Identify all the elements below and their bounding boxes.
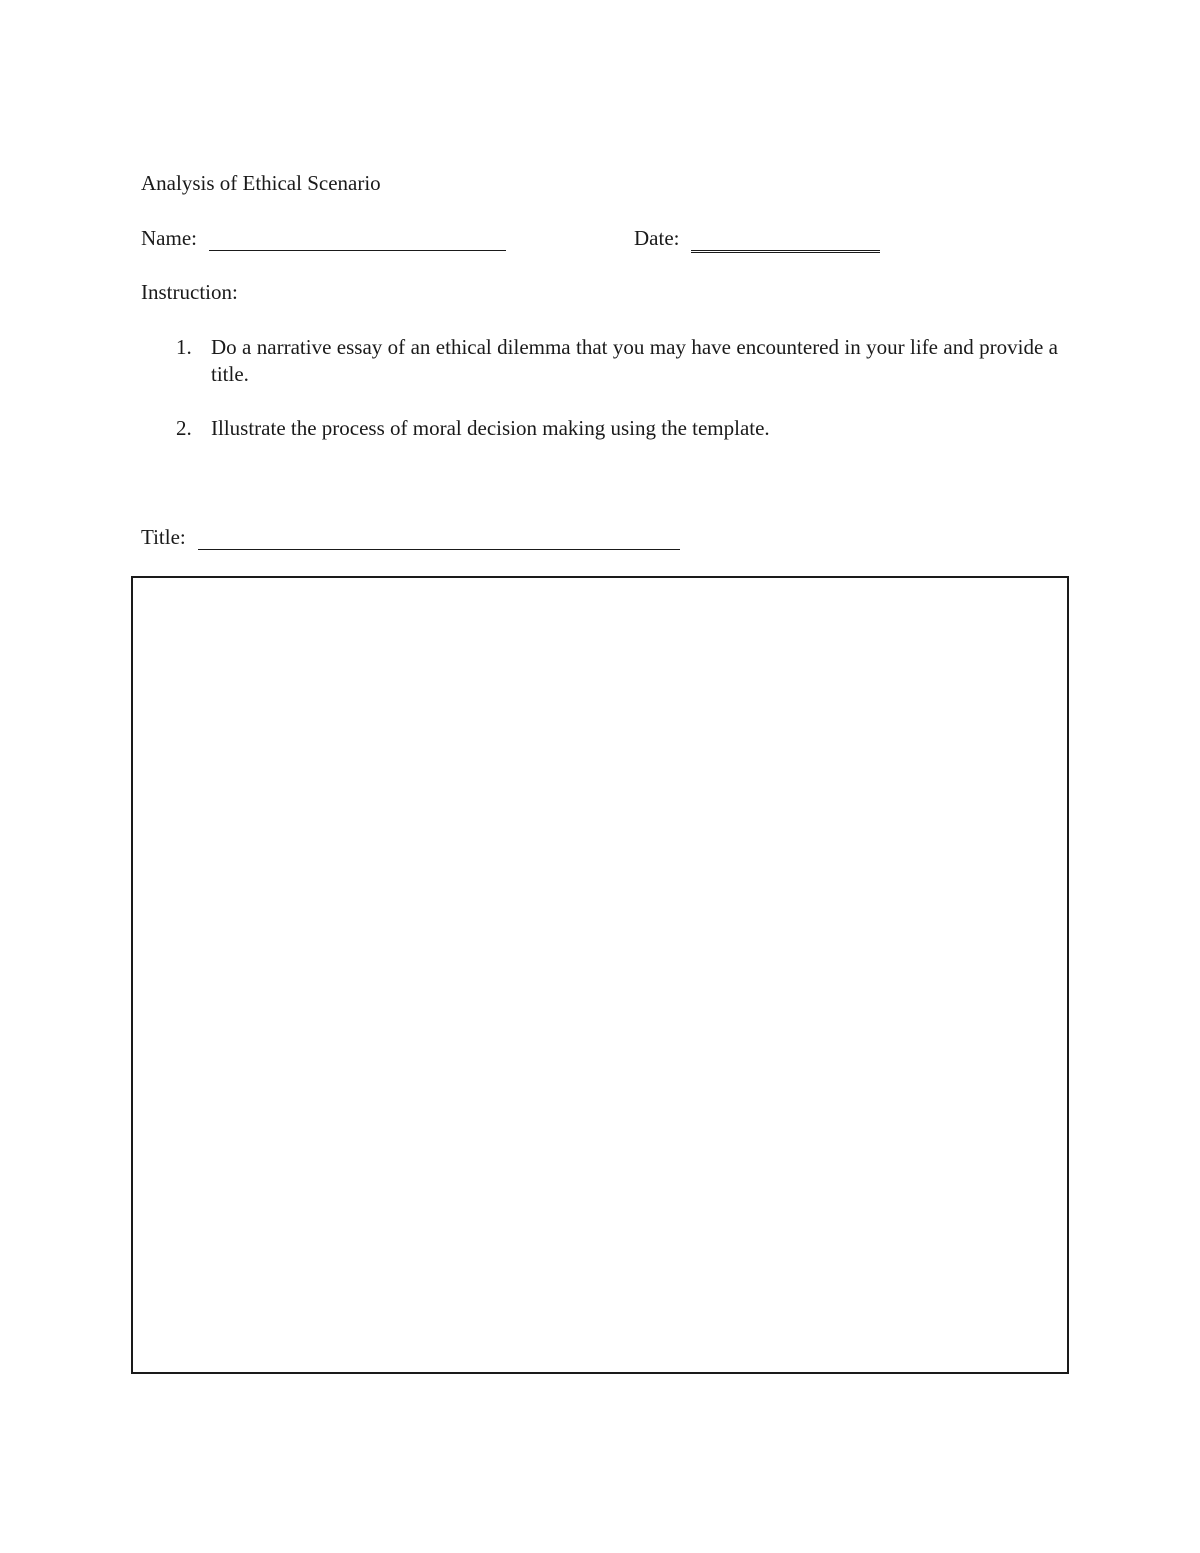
list-item [141, 415, 1058, 442]
list-item-number: 1. [176, 335, 192, 359]
instruction-label: Instruction: [141, 280, 238, 304]
title-field [141, 524, 701, 554]
list-item-text: Do a narrative essay of an ethical dilemma that you may have encountered in your life and provide a title. [211, 335, 1058, 386]
page-title: Analysis of Ethical Scenario [141, 171, 381, 195]
date-blank-line[interactable] [691, 250, 880, 253]
name-label: Name: [141, 226, 197, 250]
name-date-row [141, 225, 1041, 255]
title-blank-line[interactable] [198, 549, 680, 550]
name-blank-line[interactable] [209, 250, 506, 251]
date-field [634, 225, 679, 251]
date-label: Date: [634, 226, 680, 250]
instruction-list [141, 334, 1058, 469]
list-item [141, 334, 1058, 388]
name-field [141, 225, 197, 251]
list-item-text: Illustrate the process of moral decision making using the template. [211, 416, 770, 440]
title-label: Title: [141, 525, 186, 549]
list-item-number: 2. [176, 416, 192, 440]
essay-answer-box[interactable] [131, 576, 1069, 1374]
